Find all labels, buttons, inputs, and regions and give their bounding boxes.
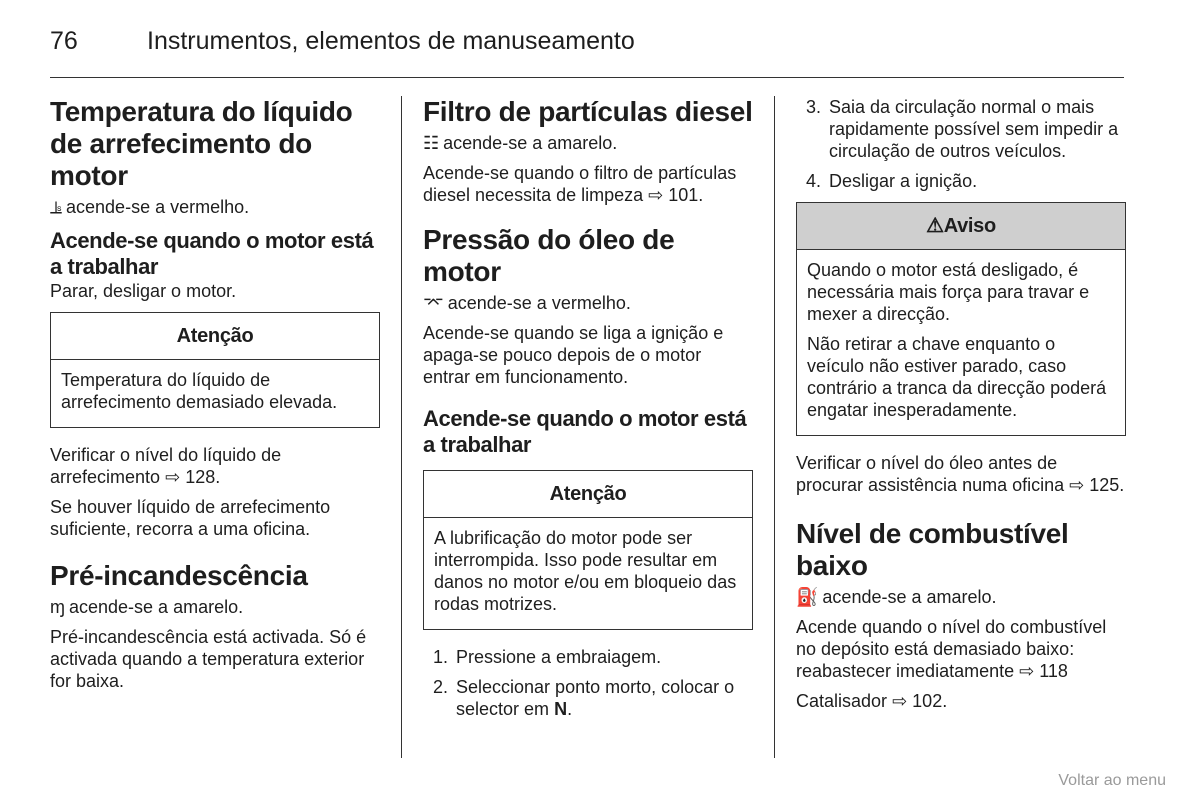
paragraph-with-reference <box>423 162 753 206</box>
paragraph-text: Verificar o nível do óleo antes de procurar assistência numa oficina <box>796 453 1065 495</box>
page-reference-link[interactable] <box>1019 660 1068 682</box>
arrow-icon: ⇨ <box>648 185 664 205</box>
particle-filter-icon: ☷ <box>423 133 440 153</box>
gear-neutral-key: N <box>554 699 568 719</box>
paragraph: Se houver líquido de arrefecimento suficiente, recorra a uma oficina. <box>50 497 331 539</box>
section-title-diesel-particle-filter: Filtro de partículas diesel <box>423 96 753 127</box>
arrow-icon: ⇨ <box>165 467 181 487</box>
list-item: 4. Desligar a ignição. <box>806 171 978 191</box>
subsection-title: Acende-se quando o motor está a trabalhar <box>50 228 374 279</box>
preheating-coil-icon: ɱ <box>50 597 65 617</box>
caution-title: Atenção <box>51 313 379 360</box>
lamp-text: acende-se a amarelo. <box>443 133 618 153</box>
paragraph-text: Verificar o nível do líquido de arrefecimento <box>50 445 282 487</box>
page-number: 76 <box>50 27 78 55</box>
steps-list <box>796 96 1126 192</box>
page-reference-link[interactable] <box>165 466 220 488</box>
warning-box <box>796 202 1126 436</box>
lamp-text: acende-se a amarelo. <box>69 597 244 617</box>
page-reference-link[interactable] <box>892 690 947 712</box>
list-item: 1. Pressione a embraiagem. <box>433 647 662 667</box>
column-1 <box>50 96 380 700</box>
chapter-title: Instrumentos, elementos de manuseamento <box>147 27 635 55</box>
caution-text: Temperatura do líquido de arrefecimento demasiado elevada. <box>61 370 338 412</box>
section-title-low-fuel: Nível de combustível baixo <box>796 518 1069 581</box>
list-item: 3. Saia da circulação normal o mais rapidamente possível sem impedir a circulação de outros veículos. <box>806 97 1119 161</box>
paragraph: Parar, desligar o motor. <box>50 281 237 301</box>
paragraph-with-reference <box>796 452 1126 496</box>
arrow-icon: ⇨ <box>1019 661 1035 681</box>
paragraph-text: Acende quando o nível do combustível no depósito está demasiado baixo: reabastecer imediatamente <box>796 617 1107 681</box>
column-3 <box>796 96 1126 720</box>
paragraph-with-reference <box>796 690 1126 712</box>
page-reference: 101. <box>668 185 704 205</box>
section-title-oil-pressure: Pressão do óleo de motor <box>423 224 675 287</box>
column-divider <box>401 96 402 758</box>
steps-list <box>423 646 753 720</box>
lamp-description <box>50 196 380 218</box>
paragraph: Pré-incandescência está activada. Só é activada quando a temperatura exterior for baixa. <box>50 627 367 691</box>
page-reference-link[interactable] <box>648 184 703 206</box>
paragraph-with-reference <box>796 616 1126 682</box>
page-reference-link[interactable] <box>1069 474 1124 496</box>
page-reference: 102. <box>912 691 948 711</box>
coolant-temperature-icon: ⫡ <box>50 197 63 217</box>
fuel-pump-icon: ⛽ <box>796 587 819 607</box>
list-item: 2. Seleccionar ponto morto, colocar o selector em N. <box>433 677 735 719</box>
arrow-icon: ⇨ <box>1069 475 1085 495</box>
lamp-description <box>423 292 753 314</box>
oil-can-icon: ⌤ <box>423 293 444 313</box>
caution-text: A lubrificação do motor pode ser interrompida. Isso pode resultar em danos no motor e/ou em bloqueio das rodas motrizes. <box>434 528 737 614</box>
arrow-icon: ⇨ <box>892 691 908 711</box>
caution-box <box>423 470 753 630</box>
page-reference: 118 <box>1039 661 1068 681</box>
lamp-text: acende-se a amarelo. <box>822 587 997 607</box>
warning-text: Não retirar a chave enquanto o veículo não estiver parado, caso contrário a tranca da direcção poderá engatar inesperadamente. <box>807 334 1107 420</box>
back-to-menu-link[interactable]: Voltar ao menu <box>1058 772 1166 789</box>
warning-text: Quando o motor está desligado, é necessária mais força para travar e mexer a direcção. <box>807 260 1090 324</box>
lamp-description <box>50 596 380 618</box>
paragraph-text: Catalisador <box>796 691 888 711</box>
column-divider <box>774 96 775 758</box>
paragraph-text: Acende-se quando o filtro de partículas diesel necessita de limpeza <box>423 163 737 205</box>
page-reference: 128. <box>185 467 221 487</box>
column-2 <box>423 96 753 728</box>
lamp-text: acende-se a vermelho. <box>66 197 250 217</box>
warning-triangle-icon: ⚠ <box>926 215 944 237</box>
caution-title: Atenção <box>424 471 752 518</box>
lamp-description <box>796 586 1126 608</box>
warning-title: ⚠Aviso <box>797 203 1125 250</box>
lamp-description <box>423 132 753 154</box>
paragraph-with-reference <box>50 444 380 488</box>
paragraph: Acende-se quando se liga a ignição e apaga-se pouco depois de o motor entrar em funcionamento. <box>423 323 724 387</box>
subsection-title: Acende-se quando o motor está a trabalhar <box>423 406 747 457</box>
page-reference: 125. <box>1089 475 1125 495</box>
caution-box <box>50 312 380 428</box>
section-title-preheating: Pré-incandescência <box>50 560 308 591</box>
lamp-text: acende-se a vermelho. <box>447 293 631 313</box>
page-header <box>50 27 1124 78</box>
section-title-coolant-temperature: Temperatura do líquido de arrefecimento do motor <box>50 96 353 191</box>
